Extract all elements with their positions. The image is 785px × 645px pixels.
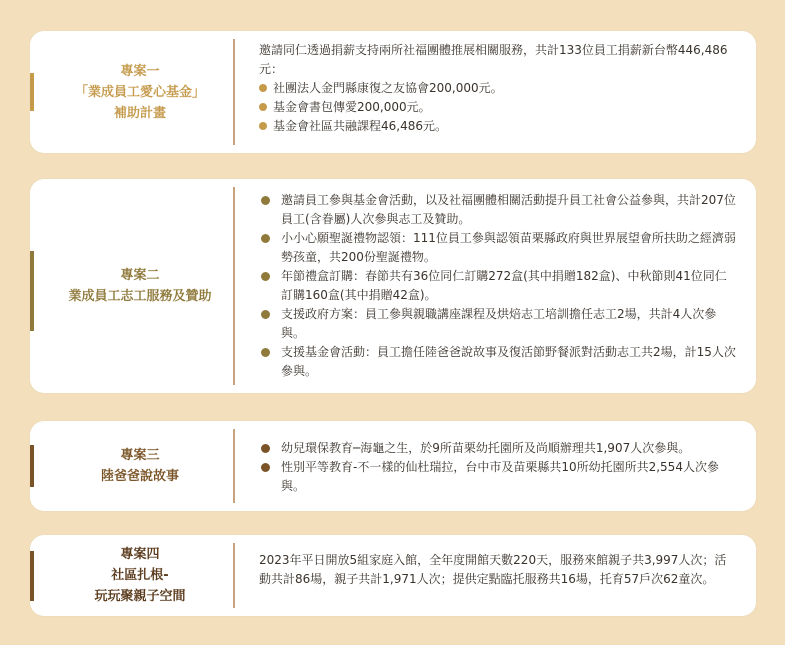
- card-accent-bar: [30, 551, 34, 601]
- project-name: 社區扎根-: [111, 568, 169, 583]
- project-subtitle: 補助計畫: [113, 105, 166, 121]
- list-item: 基金會書包傳愛200,000元。: [259, 98, 738, 117]
- project-title: [50, 179, 230, 393]
- card-divider: [233, 187, 235, 385]
- project-label: 專案二: [120, 268, 160, 283]
- project-card-1: [30, 31, 756, 153]
- bullet-dot-icon: [261, 310, 270, 319]
- project-name: 陸爸爸說故事: [100, 469, 179, 484]
- card-divider: [233, 429, 235, 503]
- bullet-dot-icon: [261, 463, 270, 472]
- bullet-dot-icon: [261, 348, 270, 357]
- project-content: [259, 439, 738, 496]
- project-card-2: [30, 179, 756, 393]
- project-title: [50, 31, 230, 153]
- project-name: 「業成員工愛心基金」: [74, 84, 205, 100]
- card-accent-bar: [30, 445, 34, 487]
- bullet-dot-icon: [261, 234, 270, 243]
- project-subtitle: 玩玩聚親子空間: [94, 589, 186, 604]
- project-content: [259, 551, 738, 589]
- list-item: 幼兒環保教育─海龜之生，於9所苗栗幼托園所及尚順辦理共1,907人次參與。: [259, 439, 738, 458]
- project-card-4: [30, 535, 756, 616]
- card-accent-bar: [30, 73, 34, 111]
- project-content: [259, 41, 738, 136]
- project-card-3: [30, 421, 756, 511]
- project-body: 2023年平日開放5組家庭入館，全年度開館天數220天，服務來館親子共3,997人次；活動共計86場，親子共計1,971人次；提供定點臨托服務共16場，托育57戶次62童次。: [259, 553, 727, 586]
- project-title: [50, 535, 230, 616]
- card-divider: [233, 543, 235, 608]
- bullet-dot-icon: [261, 272, 270, 281]
- bullet-dot-icon: [261, 196, 270, 205]
- list-item: 邀請員工參與基金會活動，以及社福團體相關活動提升員工社會公益參與，共計207位員工(含眷屬)人次參與志工及贊助。: [259, 191, 738, 229]
- card-accent-bar: [30, 251, 34, 331]
- list-item: 支援政府方案：員工參與親職講座課程及烘焙志工培訓擔任志工2場，共計4人次參與。: [259, 305, 738, 343]
- card-divider: [233, 39, 235, 145]
- list-item: 小小心願聖誕禮物認領：111位員工參與認領苗栗縣政府與世界展望會所扶助之經濟弱勢孩童，共200份聖誕禮物。: [259, 229, 738, 267]
- bullet-list: [259, 439, 738, 496]
- bullet-dot-icon: [259, 122, 267, 130]
- list-item: 性別平等教育-不一樣的仙杜瑞拉，台中市及苗栗縣共10所幼托園所共2,554人次參與。: [259, 458, 738, 496]
- project-label: 專案三: [120, 448, 160, 463]
- project-intro: 邀請同仁透過捐薪支持兩所社福團體推展相關服務，共計133位員工捐薪新台幣446,486元：: [259, 43, 728, 76]
- bullet-dot-icon: [259, 103, 267, 111]
- project-label: 專案一: [120, 63, 160, 79]
- project-label: 專案四: [120, 547, 160, 562]
- list-item: 年節禮盒訂購：春節共有36位同仁訂購272盒(其中捐贈182盒)、中秋節則41位同仁訂購160盒(其中捐贈42盒)。: [259, 267, 738, 305]
- bullet-dot-icon: [259, 84, 267, 92]
- list-item: 基金會社區共融課程46,486元。: [259, 117, 738, 136]
- bullet-list: [259, 191, 738, 381]
- bullet-dot-icon: [261, 444, 270, 453]
- project-content: [259, 191, 738, 381]
- bullet-list: [259, 79, 738, 136]
- project-title: [50, 421, 230, 511]
- list-item: 支援基金會活動：員工擔任陸爸爸說故事及復活節野餐派對活動志工共2場，計15人次參與。: [259, 343, 738, 381]
- project-name: 業成員工志工服務及贊助: [68, 289, 212, 304]
- list-item: 社團法人金門縣康復之友協會200,000元。: [259, 79, 738, 98]
